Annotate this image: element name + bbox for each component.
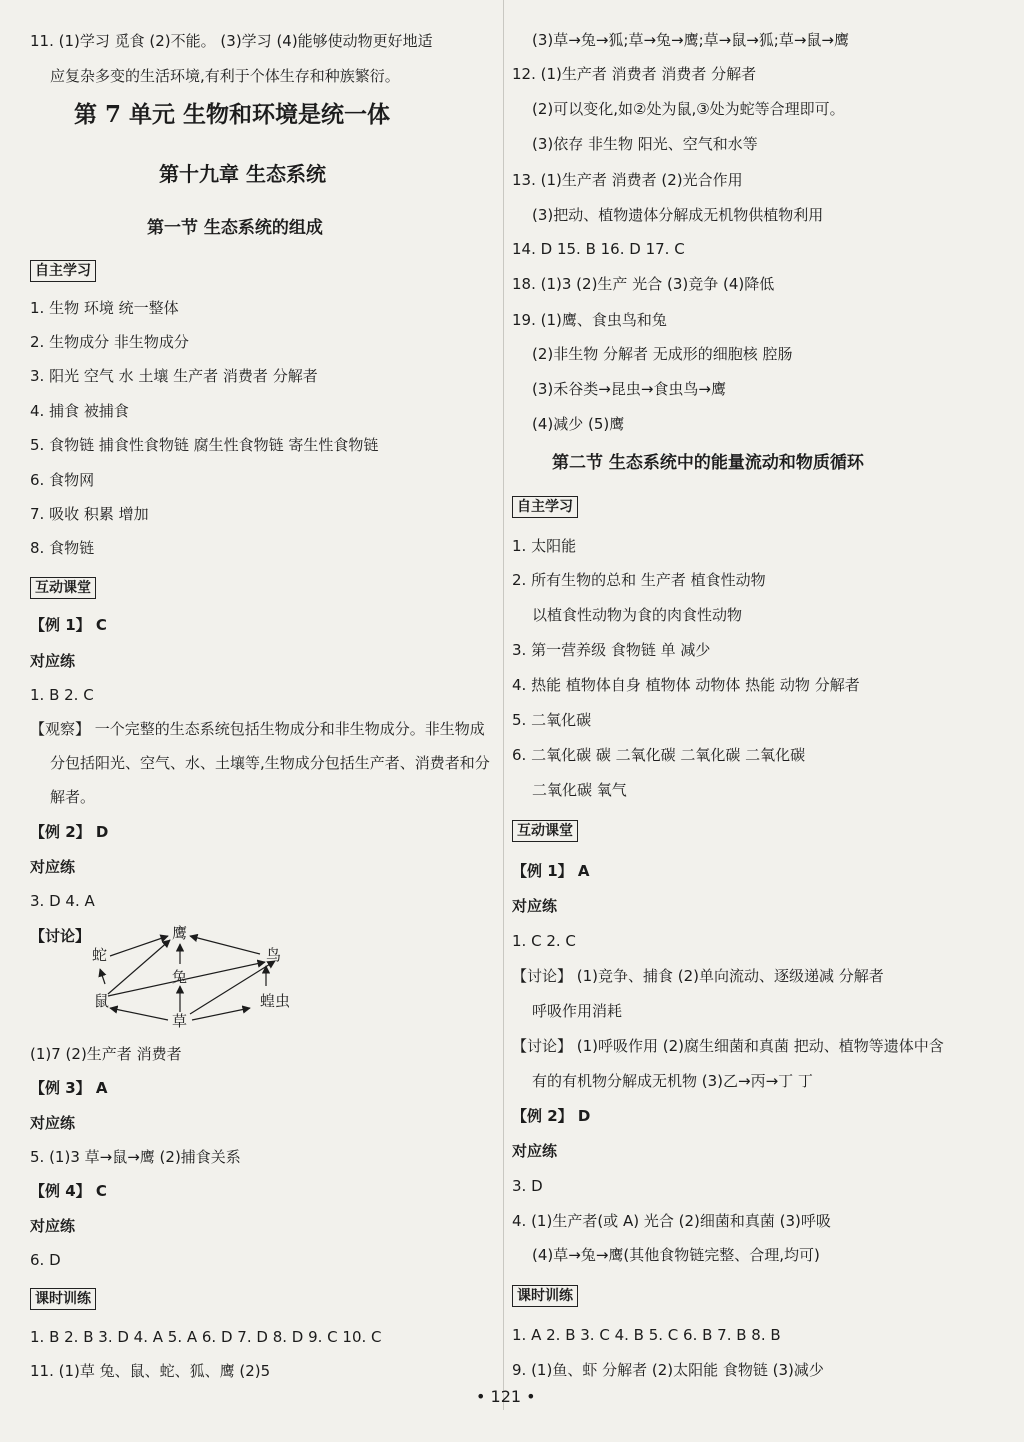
node-mouse: 鼠 bbox=[94, 992, 110, 1010]
answer-line: (3)把动、植物遗体分解成无机物供植物利用 bbox=[532, 206, 824, 224]
observe-line: 解者。 bbox=[50, 788, 96, 806]
discussion-line: 【讨论】 (1)呼吸作用 (2)腐生细菌和真菌 把动、植物等遗体中含 bbox=[512, 1037, 944, 1055]
answer-line: (3)草→兔→狐;草→兔→鹰;草→鼠→狐;草→鼠→鹰 bbox=[532, 31, 849, 49]
answer-line: 1. B 2. C bbox=[30, 686, 94, 704]
answer-line: (4)草→兔→鹰(其他食物链完整、合理,均可) bbox=[532, 1246, 820, 1264]
page-number: • 121 • bbox=[476, 1387, 536, 1406]
answer-line: 应复杂多变的生活环境,有利于个体生存和种族繁衍。 bbox=[50, 67, 400, 85]
node-locust: 蝗虫 bbox=[260, 992, 291, 1010]
arrow-mouse-snake bbox=[100, 969, 105, 984]
food-web-diagram bbox=[60, 924, 300, 1036]
practice-label: 对应练 bbox=[30, 1217, 76, 1235]
example-line: 【例 4】 C bbox=[30, 1182, 107, 1200]
answer-line: (1)7 (2)生产者 消费者 bbox=[30, 1045, 182, 1063]
practice-label: 对应练 bbox=[512, 1142, 558, 1160]
tag-training: 课时训练 bbox=[30, 1288, 96, 1310]
answer-line: 1. A 2. B 3. C 4. B 5. C 6. B 7. B 8. B bbox=[512, 1326, 781, 1344]
example-line: 【例 3】 A bbox=[30, 1079, 108, 1097]
practice-label: 对应练 bbox=[512, 897, 558, 915]
answer-line: 9. (1)鱼、虾 分解者 (2)太阳能 食物链 (3)减少 bbox=[512, 1361, 824, 1379]
arrow-snake-hawk bbox=[110, 936, 168, 956]
arrow-mouse-hawk bbox=[108, 940, 170, 994]
answer-line: 5. 二氧化碳 bbox=[512, 711, 592, 729]
answer-line: 7. 吸收 积累 增加 bbox=[30, 505, 149, 523]
example-line: 【例 2】 D bbox=[30, 823, 109, 841]
answer-line: (4)减少 (5)鹰 bbox=[532, 415, 625, 433]
answer-line: 6. D bbox=[30, 1251, 61, 1269]
answer-line: 1. B 2. B 3. D 4. A 5. A 6. D 7. D 8. D 9. C 10. C bbox=[30, 1328, 382, 1346]
tag-self-study: 自主学习 bbox=[512, 496, 578, 518]
tag-interactive: 互动课堂 bbox=[512, 820, 578, 842]
answer-line: 3. 阳光 空气 水 土壤 生产者 消费者 分解者 bbox=[30, 367, 318, 385]
discussion-line: 有的有机物分解成无机物 (3)乙→丙→丁 丁 bbox=[532, 1072, 813, 1090]
tag-self-study: 自主学习 bbox=[30, 260, 96, 282]
observe-line: 分包括阳光、空气、水、土壤等,生物成分包括生产者、消费者和分 bbox=[50, 754, 490, 772]
example-line: 【例 1】 A bbox=[512, 862, 590, 880]
node-snake: 蛇 bbox=[92, 946, 108, 964]
discussion-line: 【讨论】 (1)竞争、捕食 (2)单向流动、逐级递减 分解者 bbox=[512, 967, 884, 985]
answer-line: 3. D 4. A bbox=[30, 892, 95, 910]
answer-line: 3. D bbox=[512, 1177, 543, 1195]
discussion-label: 【讨论】 bbox=[30, 927, 91, 945]
answer-line: 12. (1)生产者 消费者 消费者 分解者 bbox=[512, 65, 757, 83]
answer-line: 5. (1)3 草→鼠→鹰 (2)捕食关系 bbox=[30, 1148, 241, 1166]
example-line: 【例 1】 C bbox=[30, 616, 107, 634]
section-title: 第二节 生态系统中的能量流动和物质循环 bbox=[552, 453, 864, 473]
answer-line: 以植食性动物为食的肉食性动物 bbox=[532, 606, 743, 624]
answer-line: 2. 所有生物的总和 生产者 植食性动物 bbox=[512, 571, 766, 589]
answer-line: 1. 太阳能 bbox=[512, 537, 577, 555]
answer-line: (2)可以变化,如②处为鼠,③处为蛇等合理即可。 bbox=[532, 100, 845, 118]
answer-line: 1. 生物 环境 统一整体 bbox=[30, 299, 179, 317]
observe-line: 【观察】 一个完整的生态系统包括生物成分和非生物成分。非生物成 bbox=[30, 720, 485, 738]
answer-line: 5. 食物链 捕食性食物链 腐生性食物链 寄生性食物链 bbox=[30, 436, 379, 454]
answer-line: 8. 食物链 bbox=[30, 539, 95, 557]
column-divider bbox=[503, 0, 504, 1410]
node-hawk: 鹰 bbox=[172, 924, 188, 942]
node-bird: 鸟 bbox=[266, 946, 282, 964]
answer-line: 11. (1)学习 觅食 (2)不能。 (3)学习 (4)能够使动物更好地适 bbox=[30, 32, 433, 50]
arrow-bird-hawk bbox=[190, 936, 260, 954]
answer-line: 6. 食物网 bbox=[30, 471, 95, 489]
answer-line: (3)禾谷类→昆虫→食虫鸟→鹰 bbox=[532, 380, 726, 398]
tag-interactive: 互动课堂 bbox=[30, 577, 96, 599]
answer-line: 4. 热能 植物体自身 植物体 动物体 热能 动物 分解者 bbox=[512, 676, 860, 694]
answer-line: 18. (1)3 (2)生产 光合 (3)竞争 (4)降低 bbox=[512, 275, 775, 293]
node-grass: 草 bbox=[172, 1012, 188, 1030]
answer-line: 19. (1)鹰、食虫鸟和兔 bbox=[512, 311, 667, 329]
arrow-grass-locust bbox=[192, 1008, 250, 1020]
tag-training: 课时训练 bbox=[512, 1285, 578, 1307]
arrow-grass-mouse bbox=[110, 1008, 168, 1020]
practice-label: 对应练 bbox=[30, 652, 76, 670]
answer-line: 二氧化碳 氧气 bbox=[532, 781, 627, 799]
unit-title: 第 7 单元 生物和环境是统一体 bbox=[74, 101, 391, 128]
answer-line: 4. (1)生产者(或 A) 光合 (2)细菌和真菌 (3)呼吸 bbox=[512, 1212, 831, 1230]
answer-line: 2. 生物成分 非生物成分 bbox=[30, 333, 189, 351]
answer-line: (2)非生物 分解者 无成形的细胞核 腔肠 bbox=[532, 345, 793, 363]
answer-line: 11. (1)草 兔、鼠、蛇、狐、鹰 (2)5 bbox=[30, 1362, 271, 1380]
practice-label: 对应练 bbox=[30, 1114, 76, 1132]
section-title: 第一节 生态系统的组成 bbox=[147, 218, 323, 238]
answer-line: 6. 二氧化碳 碳 二氧化碳 二氧化碳 二氧化碳 bbox=[512, 746, 806, 764]
answer-line: (3)依存 非生物 阳光、空气和水等 bbox=[532, 135, 758, 153]
answer-line: 3. 第一营养级 食物链 单 减少 bbox=[512, 641, 711, 659]
answer-line: 1. C 2. C bbox=[512, 932, 576, 950]
discussion-line: 呼吸作用消耗 bbox=[532, 1002, 623, 1020]
answer-line: 14. D 15. B 16. D 17. C bbox=[512, 240, 685, 258]
answer-line: 13. (1)生产者 消费者 (2)光合作用 bbox=[512, 171, 743, 189]
practice-label: 对应练 bbox=[30, 858, 76, 876]
node-rabbit: 兔 bbox=[172, 968, 188, 986]
answer-line: 4. 捕食 被捕食 bbox=[30, 402, 129, 420]
example-line: 【例 2】 D bbox=[512, 1107, 591, 1125]
chapter-title: 第十九章 生态系统 bbox=[159, 162, 326, 186]
